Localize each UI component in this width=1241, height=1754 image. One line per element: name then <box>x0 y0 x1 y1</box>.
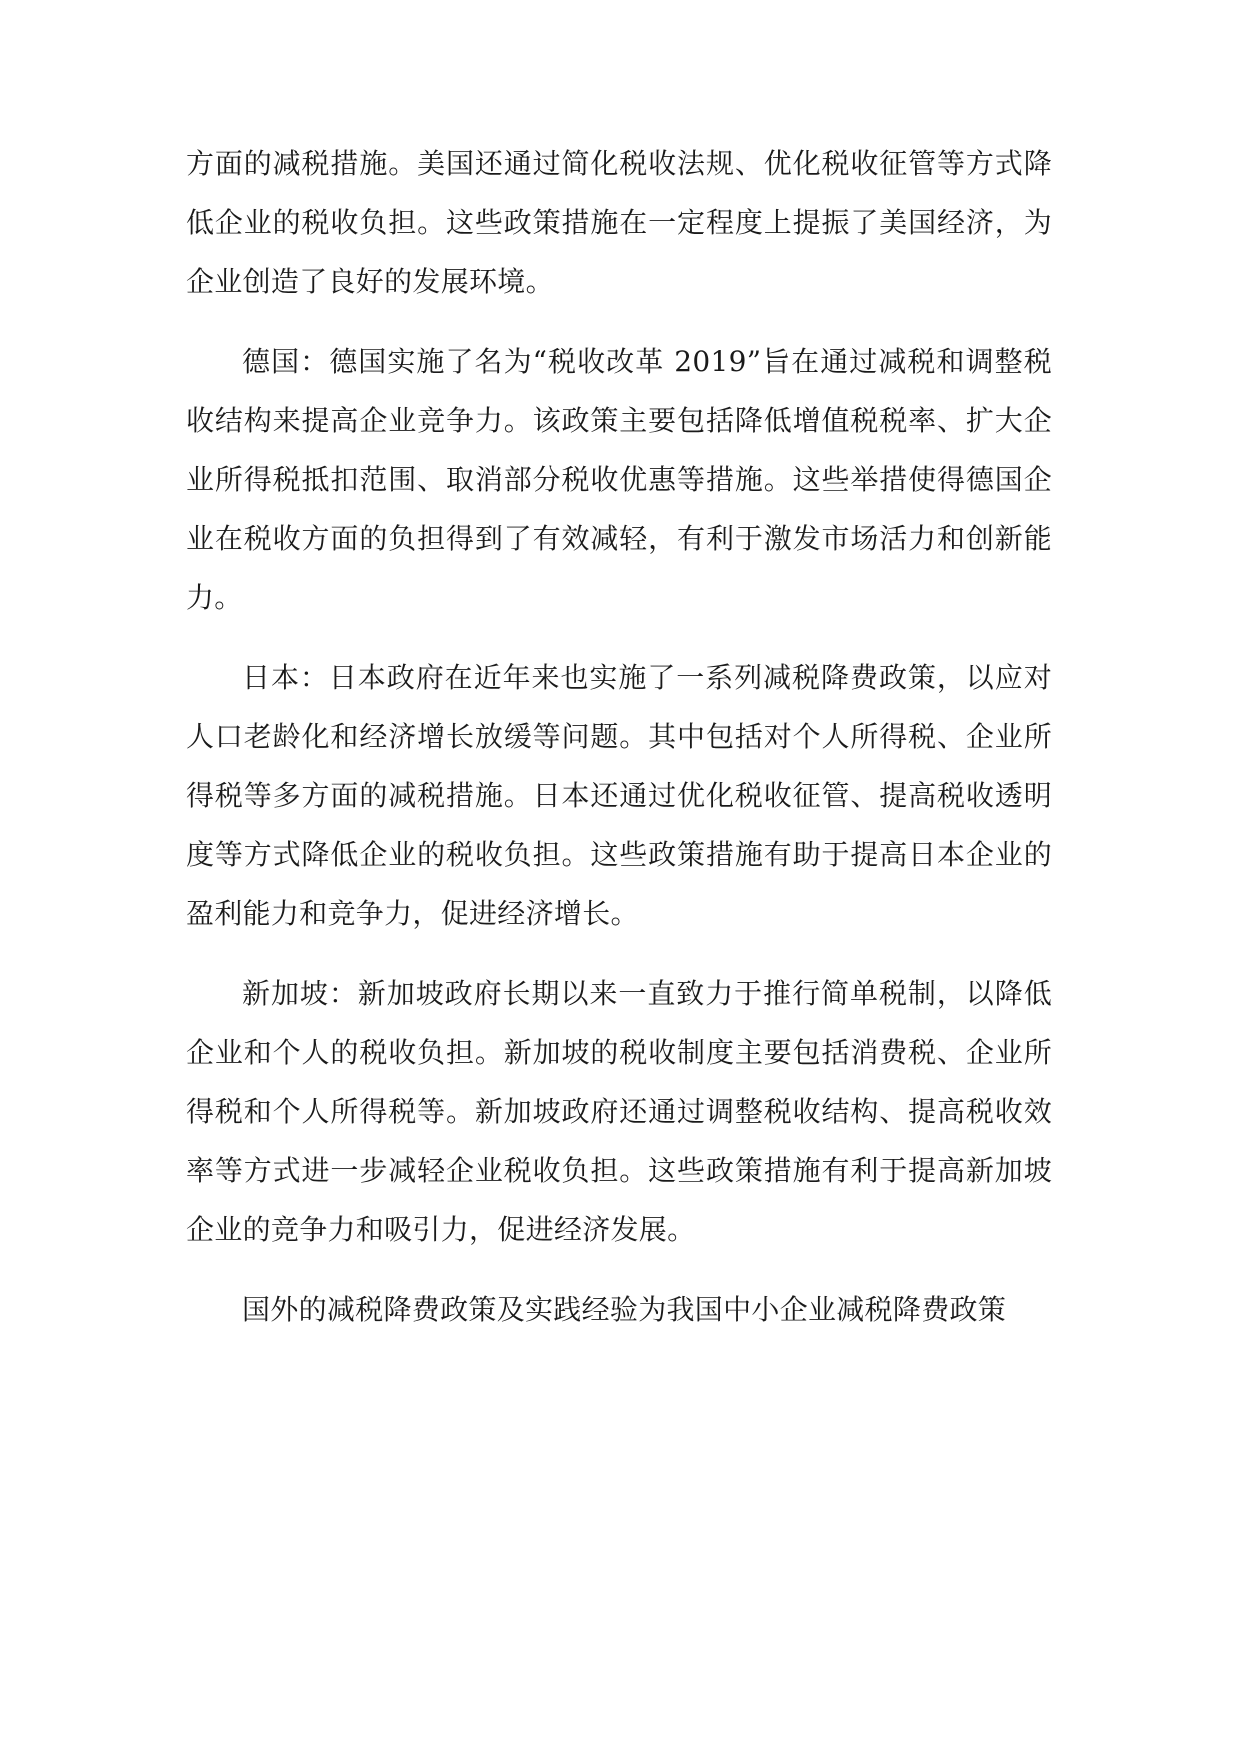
document-body <box>186 134 1052 1339</box>
paragraph-summary: 国外的减税降费政策及实践经验为我国中小企业减税降费政策 <box>242 1293 1007 1326</box>
paragraph-germany: 德国：德国实施了名为“税收改革 2019”旨在通过减税和调整税收结构来提高企业竞争力。该政策主要包括降低增值税税率、扩大企业所得税抵扣范围、取消部分税收优惠等措施。这些举措使得德国企业在税收方面的负担得到了有效减轻，有利于激发市场活力和创新能力。 <box>186 345 1052 614</box>
paragraph-us-continued: 方面的减税措施。美国还通过简化税收法规、优化税收征管等方式降低企业的税收负担。这些政策措施在一定程度上提振了美国经济，为企业创造了良好的发展环境。 <box>186 147 1052 298</box>
paragraph-singapore: 新加坡：新加坡政府长期以来一直致力于推行简单税制，以降低企业和个人的税收负担。新加坡的税收制度主要包括消费税、企业所得税和个人所得税等。新加坡政府还通过调整税收结构、提高税收效率等方式进一步减轻企业税收负担。这些政策措施有利于提高新加坡企业的竞争力和吸引力，促进经济发展。 <box>186 977 1052 1246</box>
paragraph-japan: 日本：日本政府在近年来也实施了一系列减税降费政策，以应对人口老龄化和经济增长放缓等问题。其中包括对个人所得税、企业所得税等多方面的减税措施。日本还通过优化税收征管、提高税收透明度等方式降低企业的税收负担。这些政策措施有助于提高日本企业的盈利能力和竞争力，促进经济增长。 <box>186 661 1052 930</box>
